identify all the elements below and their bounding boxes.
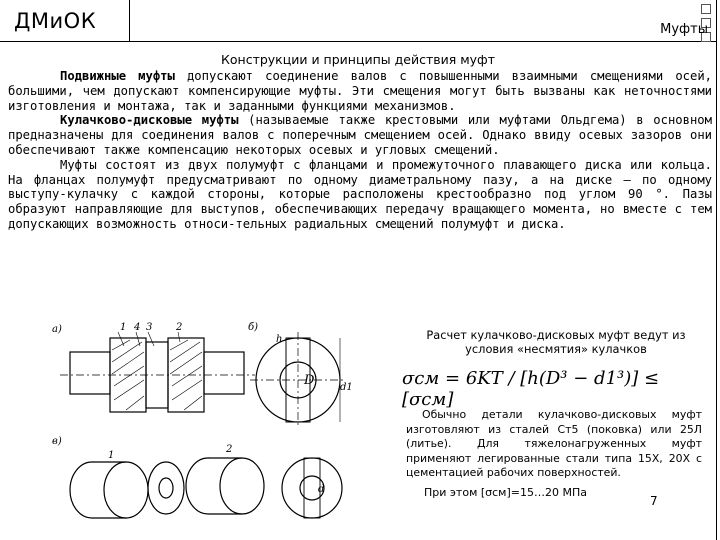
part-label: 4	[134, 322, 141, 333]
header-divider	[0, 41, 716, 42]
paragraph-structure: Муфты состоят из двух полумуфт с фланцами и промежуточного плавающего диска или кольца. На фланцах полумуфт предусматривают по одному диаметральному пазу, а на диске – по одному выступу-кулачку с каждой стороны, которые расположены крестообразно под углом 90 °. Пазы образуют направляющие для выступов, обеспечивающих передачу вращающего момента, но вместе с тем допускающих возможность относи-тельных радиальных смещений полумуфт и диска.	[8, 157, 712, 231]
crush-stress-formula	[402, 368, 702, 410]
allowable-pressure: При этом [σсм]=15…20 МПа	[424, 486, 587, 499]
formula-mid: [h(D³ − d1³)]	[520, 368, 639, 389]
dim-d: d	[318, 484, 325, 495]
label-a: а)	[52, 324, 62, 335]
dim-d1: d1	[340, 382, 353, 393]
dim-D: D	[304, 373, 315, 388]
term-oldham-couplings: Кулачково-дисковые муфты	[60, 113, 239, 128]
right-border	[716, 0, 717, 540]
ring-section	[282, 458, 342, 518]
label-b: б)	[248, 322, 259, 333]
shaft-left	[70, 352, 110, 394]
square-icon	[701, 4, 711, 14]
part-label: 2	[176, 322, 183, 333]
part-label: 1	[120, 322, 127, 333]
shaft-right	[204, 352, 244, 394]
section-title: Муфты	[660, 22, 708, 37]
part-label: 2	[226, 444, 233, 455]
logo-box	[0, 0, 130, 42]
paragraph-text: допускают соединение валов с повышенными взаимными смещениями осей, большими, чем допускают компенсирующие муфты. Эти смещения могут быть вызваны как неточностями изготовления и монтажа, так и заданными функциями механизмов.	[8, 69, 713, 113]
page-number: 7	[650, 494, 658, 508]
paragraph-movable	[8, 69, 712, 113]
label-v: в)	[52, 436, 62, 447]
material-note	[406, 408, 702, 481]
material-text: Обычно детали кулачково-дисковых муфт изготовляют из сталей Ст5 (поковка) или 25Л (литье). Для тяжелонагруженных муфт применяют легированные стали типа 15Х, 20Х с цементацией рабочих поверхностей.	[406, 408, 702, 479]
dim-h: h	[276, 334, 283, 345]
page-heading: Конструкции и принципы действия муфт	[221, 52, 495, 67]
formula-rhs: ≤ [σсм]	[402, 368, 660, 410]
logo: ДМиОК	[14, 9, 97, 33]
calculation-note: Расчет кулачково-дисковых муфт ведут из условия «несмятия» кулачков	[426, 328, 686, 356]
coupling-drawing	[50, 320, 353, 532]
part-label: 3	[146, 322, 153, 333]
floating-disk-exploded	[148, 462, 184, 514]
part-label: 1	[108, 450, 115, 461]
body-text	[8, 69, 712, 232]
term-movable-couplings: Подвижные муфты	[60, 69, 175, 83]
formula-lhs: σсм = 6KT /	[402, 368, 521, 389]
paragraph-oldham	[8, 113, 712, 157]
paragraph-text: (называемые также крестовыми или муфтами Ольдгема) в основном предназначены для соединения валов с поперечным смещением осей. Однако ввиду осевых зазоров они обеспечивают также компенсацию некоторых осевых и угловых смещений.	[8, 113, 712, 157]
